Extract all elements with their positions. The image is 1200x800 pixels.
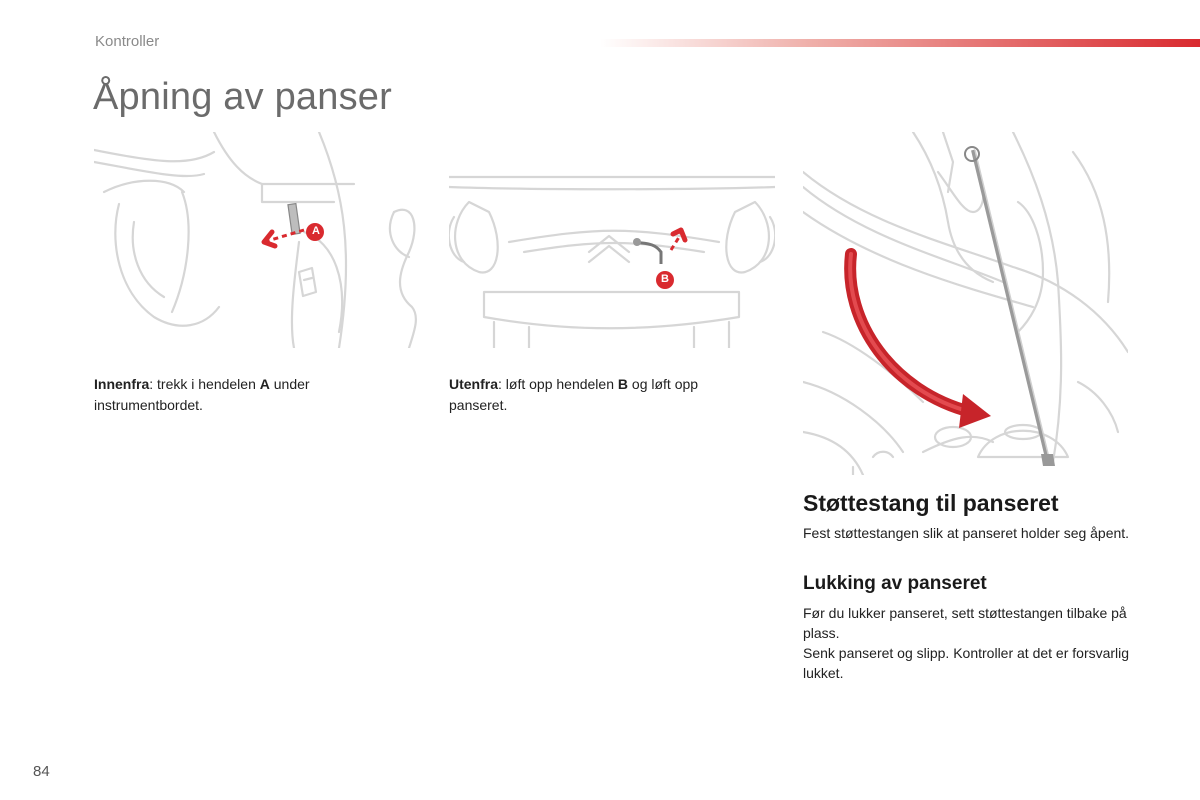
closing-text-2: Senk panseret og slipp. Kontroller at det er forsvarlig lukket.: [803, 645, 1130, 681]
marker-b-label: B: [661, 273, 669, 285]
caption-inside-text1: : trekk i hendelen: [149, 376, 260, 392]
support-text: Fest støttestangen slik at panseret holder seg åpent.: [803, 525, 1130, 541]
page-title: Åpning av panser: [93, 76, 392, 118]
caption-inside: [94, 374, 414, 416]
header-accent-bar: [600, 39, 1200, 47]
closing-heading: Lukking av panseret: [803, 573, 987, 594]
support-heading: Støttestang til panseret: [803, 490, 1059, 516]
caption-inside-bold: Innenfra: [94, 376, 150, 392]
caption-outside-bold: Utenfra: [449, 376, 499, 392]
interior-lever-illustration: [94, 132, 420, 348]
exterior-lever-illustration: [449, 132, 775, 348]
caption-outside: [449, 374, 749, 416]
marker-a-label: A: [312, 225, 320, 237]
caption-outside-text2: og løft opp panseret.: [449, 376, 699, 413]
closing-text-1: Før du lukker panseret, sett støttestangen tilbake på plass.: [803, 605, 1127, 641]
caption-outside-text1: : løft opp hendelen: [498, 376, 618, 392]
support-strut-illustration: [803, 132, 1128, 475]
caption-inside-key: A: [259, 376, 270, 392]
page-number: 84: [33, 763, 50, 780]
caption-inside-text2: under instrumentbordet.: [94, 376, 310, 413]
section-label: Kontroller: [95, 33, 160, 50]
caption-outside-key: B: [617, 376, 629, 392]
